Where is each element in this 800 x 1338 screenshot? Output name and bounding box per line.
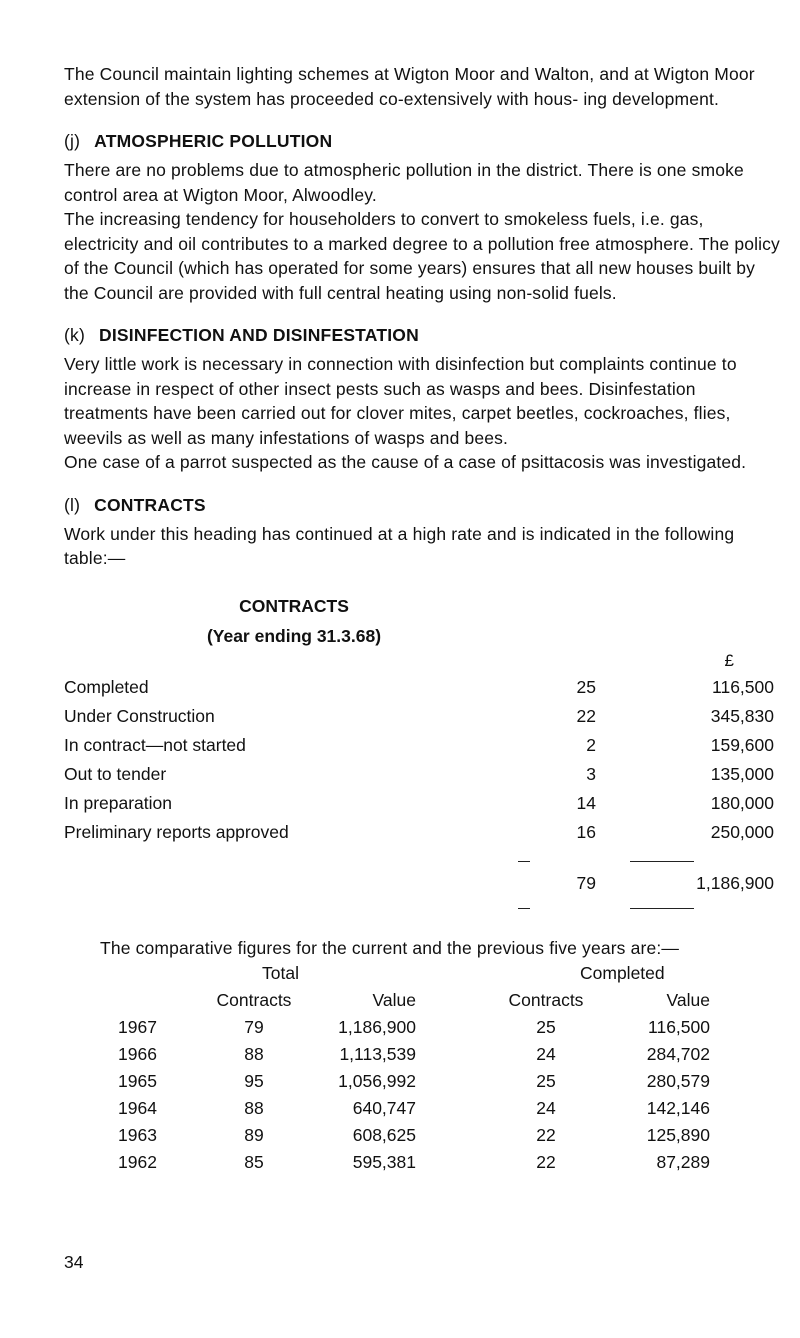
table-row	[64, 1068, 782, 1095]
year: 1966	[118, 1043, 157, 1064]
total-value: 1,113,539	[339, 1043, 416, 1064]
comparison-intro: The comparative figures for the current and the previous five years are:—	[100, 937, 679, 958]
completed-contracts: 25	[536, 1070, 556, 1091]
total-value: 640,747	[352, 1097, 416, 1118]
table-row	[64, 702, 782, 731]
contracts-table-subtitle: (Year ending 31.3.68)	[206, 625, 382, 646]
table-row	[64, 1122, 782, 1149]
col-completed-contracts: Contracts	[508, 989, 584, 1010]
completed-contracts: 24	[536, 1097, 556, 1118]
intro-paragraph: The Council maintain lighting schemes at Wigton Moor and Walton, and at Wigton Moor extension of the system has proceeded co-extensively with hous- ing development.	[64, 64, 755, 109]
total-count: 79	[576, 872, 596, 893]
table-row	[64, 1149, 782, 1176]
section-label: (l)	[64, 494, 81, 515]
contracts-table-title: CONTRACTS	[239, 595, 349, 616]
row-label: In contract—not started	[64, 734, 246, 755]
comparison-table	[64, 960, 782, 1176]
row-count: 3	[586, 763, 596, 784]
row-value: 250,000	[710, 821, 774, 842]
count-rule-top	[518, 861, 530, 862]
page-number: 34	[64, 1252, 84, 1272]
row-label: Out to tender	[64, 763, 167, 784]
col-total-value: Value	[372, 989, 416, 1010]
completed-value: 142,146	[646, 1097, 710, 1118]
completed-contracts: 25	[536, 1016, 556, 1037]
table-row	[64, 1014, 782, 1041]
completed-value: 116,500	[648, 1016, 710, 1037]
completed-value: 87,289	[656, 1151, 710, 1172]
value-rule-top	[630, 861, 694, 862]
contracts-table	[64, 651, 782, 922]
year: 1965	[118, 1070, 157, 1091]
section-heading-atmospheric-pollution	[64, 131, 782, 152]
group-total-label: Total	[262, 962, 299, 983]
year: 1962	[118, 1151, 157, 1172]
total-rule-row-bottom	[64, 898, 782, 922]
table-row	[64, 1041, 782, 1068]
table-row	[64, 673, 782, 702]
col-completed-value: Value	[666, 989, 710, 1010]
total-rule-row-top	[64, 847, 782, 869]
paragraph: There are no problems due to atmospheric pollution in the district. There is one smoke control area at Wigton Moor, Alwoodley.	[64, 160, 744, 205]
total-value: 1,186,900	[338, 1016, 416, 1037]
row-value: 159,600	[710, 734, 774, 755]
section-heading-contracts	[64, 495, 782, 516]
row-value: 345,830	[710, 705, 774, 726]
paragraph: The increasing tendency for householders to convert to smokeless fuels, i.e. gas, electricity and oil contributes to a marked degree to a pollution free atmosphere. The policy of the Council (which has operated for some years) ensures that all new houses built by the Council are provided with full central heating using non-solid fuels.	[64, 209, 780, 303]
comparison-column-header	[64, 987, 782, 1014]
row-count: 25	[576, 676, 596, 697]
section-title: ATMOSPHERIC POLLUTION	[94, 131, 333, 151]
paragraph: Work under this heading has continued at a high rate and is indicated in the following table:—	[64, 523, 735, 568]
group-completed-label: Completed	[580, 962, 665, 983]
comparison-group-header	[64, 960, 782, 987]
document-page	[64, 62, 782, 1176]
section-heading-disinfection	[64, 325, 782, 346]
total-contracts: 88	[244, 1097, 264, 1118]
row-count: 2	[586, 734, 596, 755]
paragraph: One case of a parrot suspected as the cause of a case of psittacosis was investigated.	[64, 452, 747, 472]
completed-contracts: 22	[536, 1151, 556, 1172]
total-value: 1,186,900	[696, 872, 774, 893]
total-contracts: 95	[244, 1070, 264, 1091]
completed-value: 284,702	[646, 1043, 710, 1064]
total-row	[64, 869, 782, 898]
table-row	[64, 1095, 782, 1122]
row-label: In preparation	[64, 792, 172, 813]
section-title: CONTRACTS	[94, 494, 206, 515]
value-rule-bottom	[630, 908, 694, 909]
row-label: Under Construction	[64, 705, 215, 726]
completed-contracts: 22	[536, 1124, 556, 1145]
currency-symbol: £	[724, 650, 734, 670]
row-value: 116,500	[712, 676, 774, 697]
section-label: (k)	[64, 325, 86, 345]
currency-header-row	[64, 651, 782, 673]
year: 1963	[118, 1124, 157, 1145]
row-value: 135,000	[710, 763, 774, 784]
row-value: 180,000	[710, 792, 774, 813]
table-row	[64, 818, 782, 847]
paragraph: Very little work is necessary in connection with disinfection but complaints continue to increase in respect of other insect pests such as wasps and bees. Disinfestation treatments have been carried out for clover mites, carpet beetles, cockroaches, flies, weevils as well as many infestations of wasps and bees.	[64, 354, 737, 448]
total-value: 595,381	[352, 1151, 416, 1172]
table-row	[64, 789, 782, 818]
total-contracts: 89	[244, 1124, 264, 1145]
row-count: 16	[576, 821, 596, 842]
total-value: 1,056,992	[338, 1070, 416, 1091]
section-title: DISINFECTION AND DISINFESTATION	[99, 325, 419, 345]
col-total-contracts: Contracts	[216, 989, 292, 1010]
row-label: Completed	[64, 676, 149, 697]
completed-value: 125,890	[646, 1124, 710, 1145]
count-rule-bottom	[518, 908, 530, 909]
year: 1967	[118, 1016, 157, 1037]
total-contracts: 79	[244, 1016, 264, 1037]
year: 1964	[118, 1097, 157, 1118]
row-count: 14	[576, 792, 596, 813]
completed-value: 280,579	[646, 1070, 710, 1091]
section-label: (j)	[64, 131, 81, 151]
completed-contracts: 24	[536, 1043, 556, 1064]
total-contracts: 88	[244, 1043, 264, 1064]
table-row	[64, 731, 782, 760]
row-label: Preliminary reports approved	[64, 821, 289, 842]
total-value: 608,625	[352, 1124, 416, 1145]
row-count: 22	[576, 705, 596, 726]
total-contracts: 85	[244, 1151, 264, 1172]
table-row	[64, 760, 782, 789]
